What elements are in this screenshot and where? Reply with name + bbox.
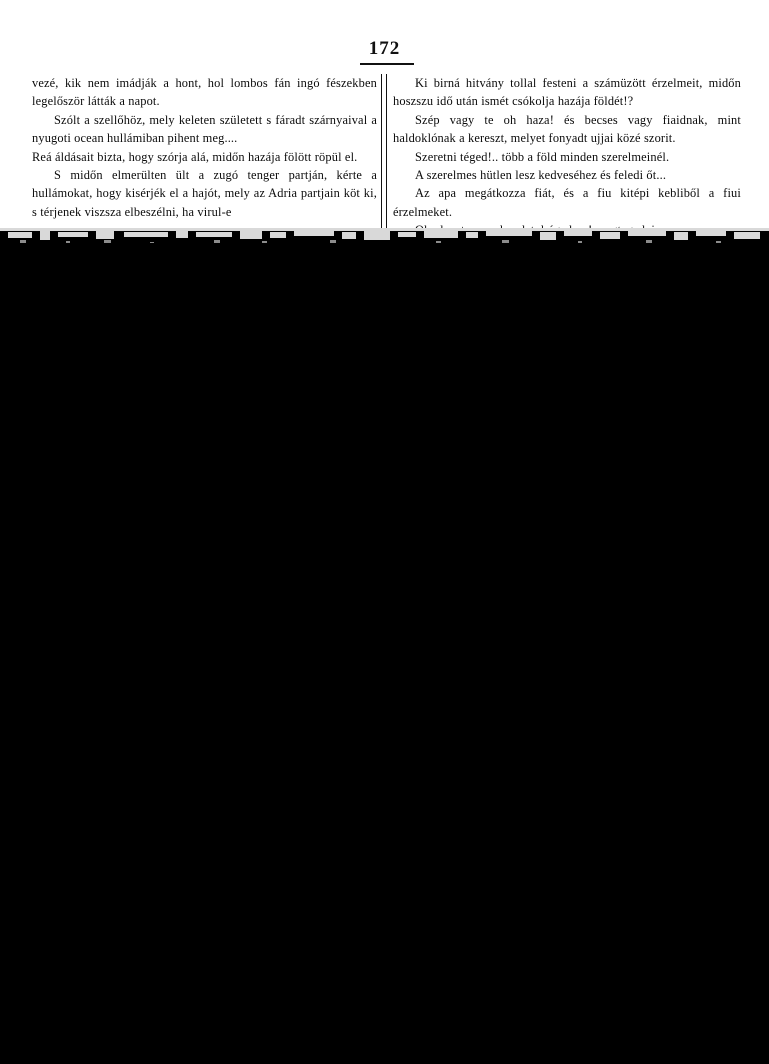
paragraph: A szerelmes hütlen lesz kedveséhez és feledi őt... [415,168,667,183]
paragraph: Szeretni téged!.. több a föld minden szerelmeinél. [415,149,670,164]
paragraph: S midőn elmerülten ült a zugó tenger partján, kérte a hullámokat, hogy kisérjék el a hajót, mely az Adria partjain köt ki, s térjenek viszsza elbeszélni, ha virul-e [32,168,377,219]
paragraph: Az apa megátkozza fiát, és a fiu kitépi kebliből a fiui érzelmeket. [393,186,741,219]
column-divider-rule [381,74,387,234]
text-column-right [393,74,741,240]
text-column-left [32,74,377,221]
paragraph: Ki birná hitvány tollal festeni a számüzött érzelmeit, midőn hoszszu idő után ismét csókolja hazája földét!? [393,76,741,109]
page-number: 172 [368,38,401,59]
scan-artifact-band [0,228,769,243]
paragraph: Reá áldásait bizta, hogy szórja alá, midőn hazája fölött röpül el. [32,149,358,164]
paragraph: vezé, kik nem imádják a hont, hol lombos fán ingó fészekben legelőször látták a napot. [32,76,377,109]
scanned-page [0,0,769,243]
paragraph: Szép vagy te oh haza! és becses vagy fiaidnak, mint haldoklónak a kereszt, melyet fonyadt ujjai közé szorit. [393,112,741,146]
dark-background-area [0,243,769,1064]
paragraph: Szólt a szellőhöz, mely keleten született s fáradt szárnyaival a nyugoti ocean hullámiban pihent meg.... [32,112,377,146]
page-number-rule [360,63,414,65]
